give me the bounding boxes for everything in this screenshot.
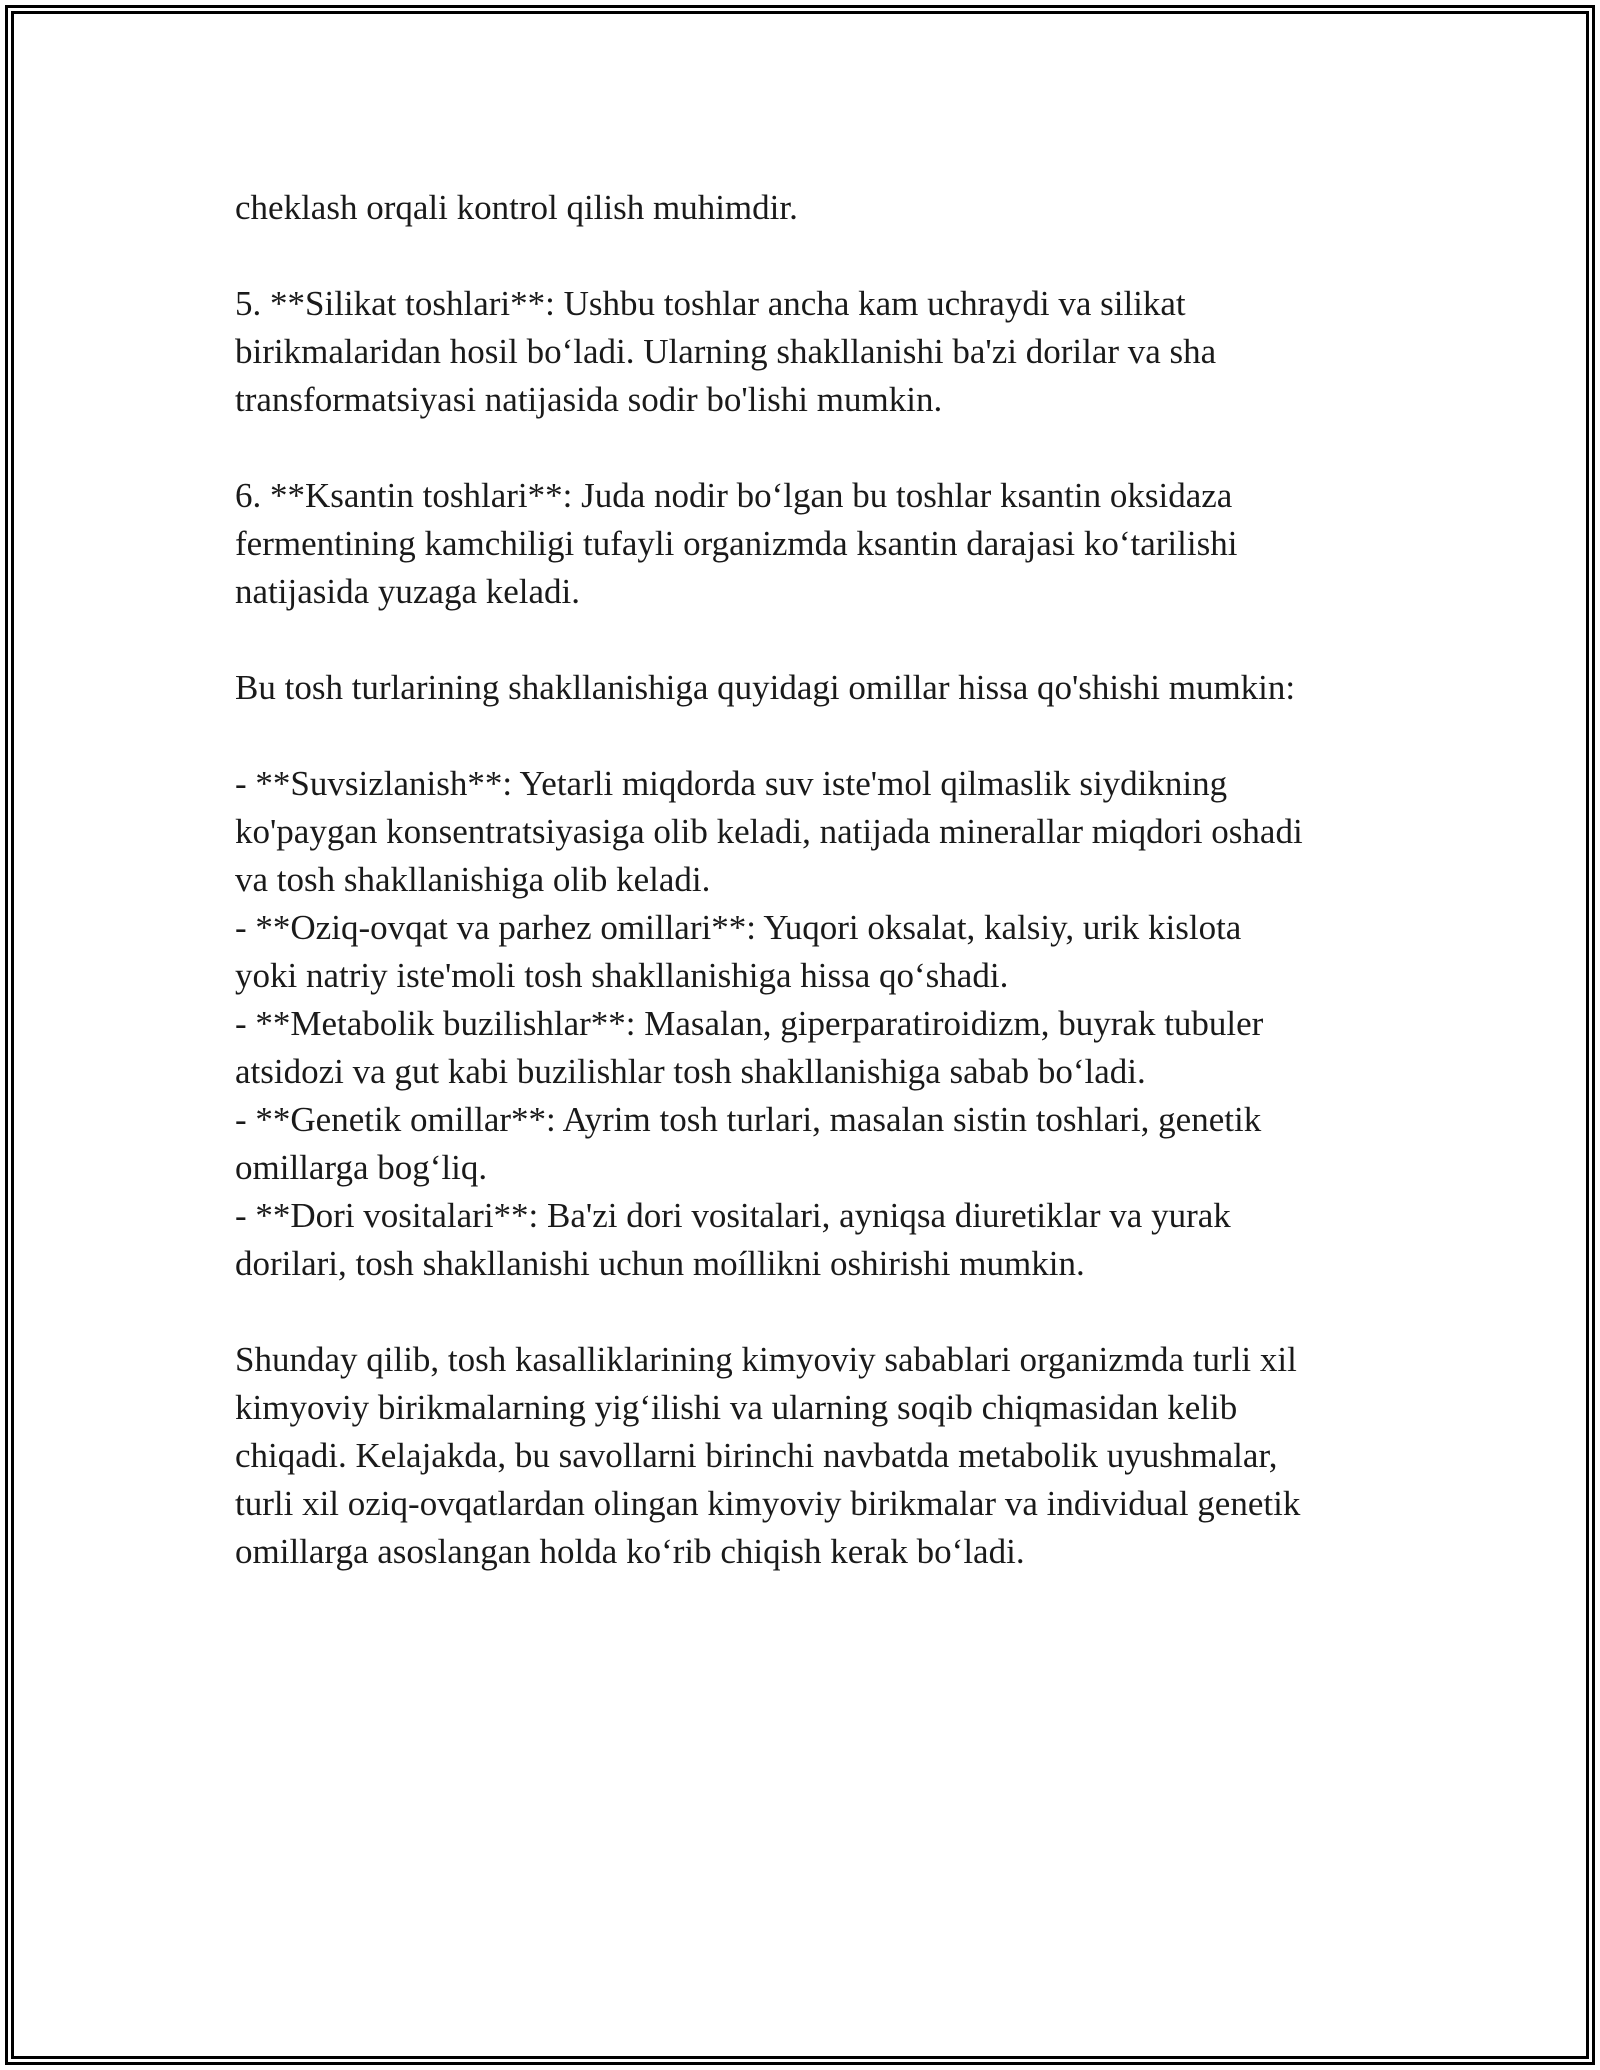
document-body	[235, 184, 1365, 1576]
factor-line: - **Dori vositalari**: Ba'zi dori vositalari, ayniqsa diuretiklar va yurak	[235, 1196, 1231, 1235]
item-5-line: 5. **Silikat toshlari**: Ushbu toshlar ancha kam uchraydi va silikat	[235, 284, 1186, 323]
factor-line: atsidozi va gut kabi buzilishlar tosh shakllanishiga sabab bo‘ladi.	[235, 1052, 1146, 1091]
factor-line: - **Metabolik buzilishlar**: Masalan, giperparatiroidizm, buyrak tubuler	[235, 1004, 1264, 1043]
conclusion-line: omillarga asoslangan holda ko‘rib chiqish kerak bo‘ladi.	[235, 1532, 1025, 1571]
factor-line: yoki natriy iste'moli tosh shakllanishiga hissa qo‘shadi.	[235, 956, 1009, 995]
paragraph-gap	[235, 1288, 1365, 1336]
factor-line: va tosh shakllanishiga olib keladi.	[235, 860, 711, 899]
conclusion-line: Shunday qilib, tosh kasalliklarining kimyoviy sabablari organizmda turli xil	[235, 1340, 1297, 1379]
factor-line: - **Suvsizlanish**: Yetarli miqdorda suv iste'mol qilmaslik siydikning	[235, 764, 1228, 803]
intro-line: cheklash orqali kontrol qilish muhimdir.	[235, 188, 798, 227]
conclusion-line: turli xil oziq-ovqatlardan olingan kimyoviy birikmalar va individual genetik	[235, 1484, 1301, 1523]
conclusion-paragraph	[235, 1336, 1365, 1576]
factor-line: - **Oziq-ovqat va parhez omillari**: Yuqori oksalat, kalsiy, urik kislota	[235, 908, 1242, 947]
factor-line: - **Genetik omillar**: Ayrim tosh turlari, masalan sistin toshlari, genetik	[235, 1100, 1262, 1139]
factors-list	[235, 760, 1365, 1288]
paragraph-gap	[235, 424, 1365, 472]
item-6-paragraph	[235, 472, 1365, 616]
item-5-paragraph	[235, 280, 1365, 424]
conclusion-line: kimyoviy birikmalarning yig‘ilishi va ularning soqib chiqmasidan kelib	[235, 1388, 1238, 1427]
factor-line: omillarga bog‘liq.	[235, 1148, 488, 1187]
paragraph-gap	[235, 616, 1365, 664]
paragraph-gap	[235, 232, 1365, 280]
item-6-line: 6. **Ksantin toshlari**: Juda nodir bo‘lgan bu toshlar ksantin oksidaza	[235, 476, 1233, 515]
item-5-line: birikmalaridan hosil bo‘ladi. Ularning shakllanishi ba'zi dorilar va sha	[235, 332, 1217, 371]
factor-line: ko'paygan konsentratsiyasiga olib keladi, natijada minerallar miqdori oshadi	[235, 812, 1303, 851]
item-6-line: natijasida yuzaga keladi.	[235, 572, 580, 611]
item-5-line: transformatsiyasi natijasida sodir bo'lishi mumkin.	[235, 380, 943, 419]
conclusion-line: chiqadi. Kelajakda, bu savollarni birinchi navbatda metabolik uyushmalar,	[235, 1436, 1278, 1475]
factor-line: dorilari, tosh shakllanishi uchun moíllikni oshirishi mumkin.	[235, 1244, 1085, 1283]
factors-intro: Bu tosh turlarining shakllanishiga quyidagi omillar hissa qo'shishi mumkin:	[235, 668, 1296, 707]
paragraph-gap	[235, 712, 1365, 760]
item-6-line: fermentining kamchiligi tufayli organizmda ksantin darajasi ko‘tarilishi	[235, 524, 1238, 563]
